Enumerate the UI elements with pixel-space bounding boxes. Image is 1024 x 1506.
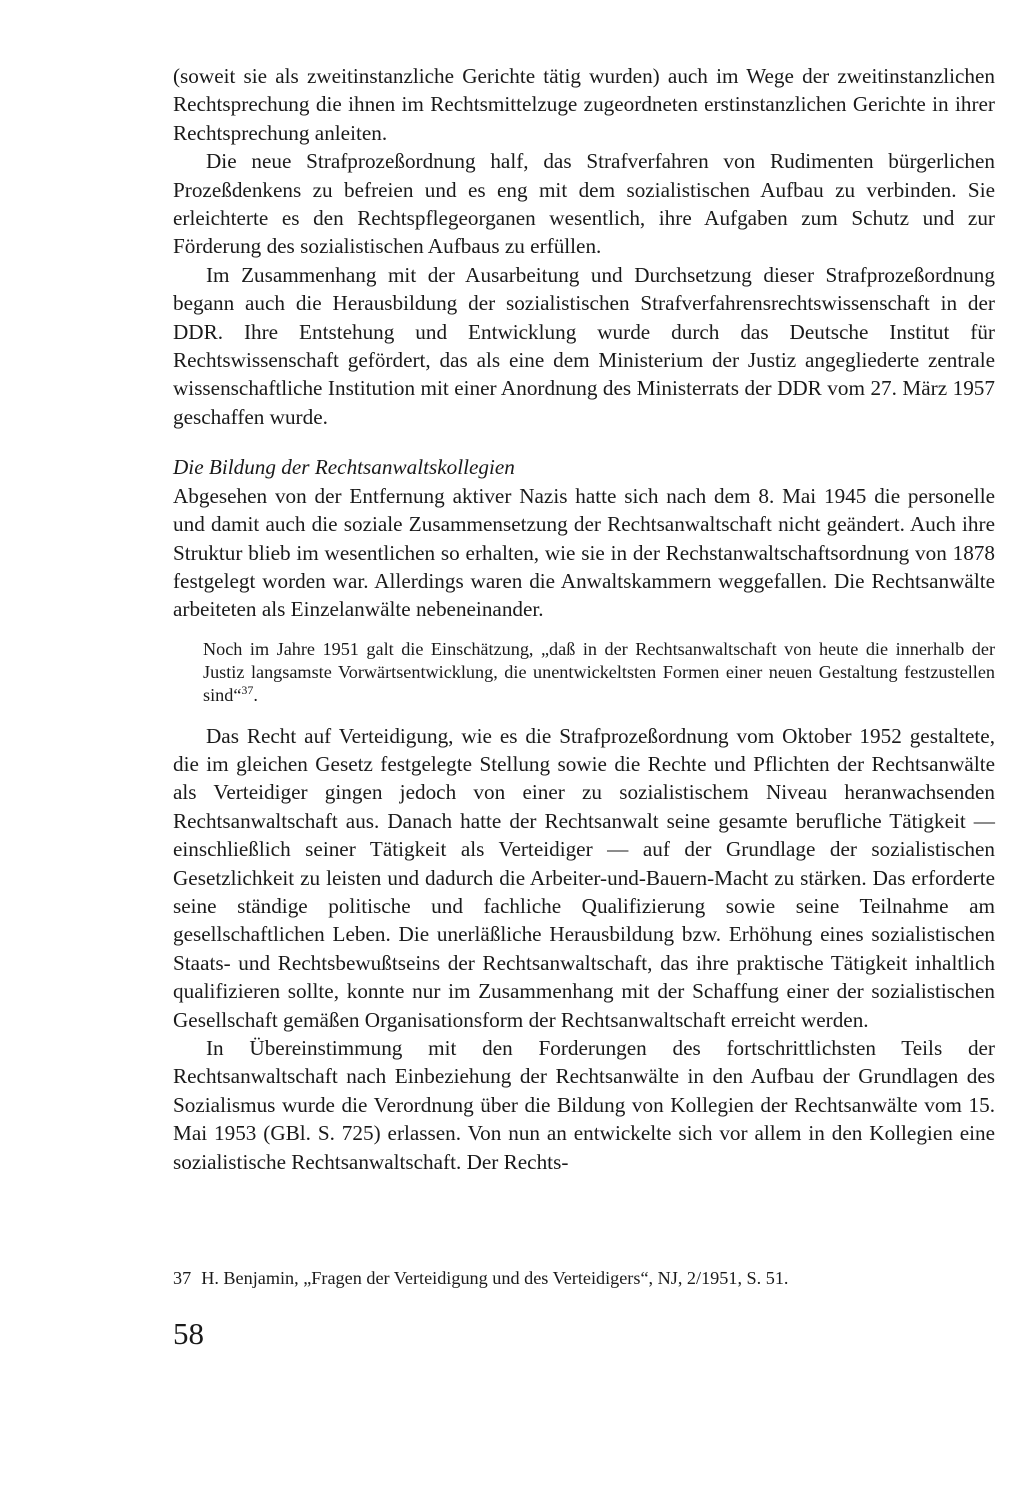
paragraph-rechtswissenschaft: Im Zusammenhang mit der Ausarbeitung und Durchsetzung dieser Strafprozeßordnung begann auch die Herausbildung der sozialistischen Strafverfahrensrechtswissenschaft in der DDR. Ihre Entstehung und Entwicklung wurde durch das Deutsche Institut für Rechtswissenschaft gefördert, das als eine dem Ministerium der Justiz angegliederte zentrale wissenschaftliche Institution mit einer Anordnung des Ministerrats der DDR vom 27. März 1957 geschaffen wurde. [173,262,995,429]
paragraph-continuation: (soweit sie als zweitinstanzliche Gerichte tätig wurden) auch im Wege der zweitinstanzlichen Rechtsprechung die ihnen im Rechtsmittelzuge zugeordneten erstinstanzlichen Gerichte in ihrer Rechtsprechung anleiten. [173,64,995,145]
spacer [173,708,995,722]
paragraph-rechtsanwaltschaft: Abgesehen von der Entfernung aktiver Nazis hatte sich nach dem 8. Mai 1945 die personelle und damit auch die soziale Zusammensetzung der Rechtsanwaltschaft nicht geändert. Auch ihre Struktur blieb im wesentlichen so erhalten, wie sie in der Rechstanwaltschaftsordnung von 1878 festgelegt worden war. Allerdings waren die Anwaltskammern weggefallen. Die Rechtsanwälte arbeiteten als Einzelanwälte nebeneinander. [173,483,995,622]
block-quote [203,638,995,708]
paragraph-recht-auf-verteidigung: Das Recht auf Verteidigung, wie es die Strafprozeßordnung vom Oktober 1952 gestaltete, die im gleichen Gesetz festgelegte Stellung sowie die Rechte und Pflichten der Rechtsanwälte als Verteidiger gingen jedoch von einer zu sozialistischem Niveau heranwachsenden Rechtsanwaltschaft aus. Danach hatte der Rechtsanwalt seine gesamte berufliche Tätigkeit — einschließlich seiner Tätigkeit als Verteidiger — auf der Grundlage der sozialistischen Gesetzlichkeit zu leisten und dadurch die Arbeiter-und-Bauern-Macht zu stärken. Das erforderte seine ständige politische und fachliche Qualifizierung sowie seine Teilnahme am gesellschaftlichen Leben. Die unerläßliche Herausbildung bzw. Erhöhung eines sozialistischen Staats- und Rechtsbewußtseins der Rechtsanwaltschaft, das ihre praktische Tätigkeit inhaltlich qualifizieren sollte, konnte nur im Zusammenhang mit der Schaffung einer der sozialistischen Gesellschaft gemäßen Organisationsform der Rechtsanwaltschaft erreicht werden. [173,723,995,1032]
footnote-number: 37 [173,1268,192,1288]
paragraph-kollegien: In Übereinstimmung mit den Forderungen des fortschrittlichsten Teils der Rechtsanwaltschaft nach Einbeziehung der Rechtsanwälte in den Aufbau der Grundlagen des Sozialismus wurde die Verordnung über die Bildung von Kollegien der Rechtsanwälte vom 15. Mai 1953 (GBl. S. 725) erlassen. Von nun an entwickelte sich vor allem in den Kollegien eine sozialistische Rechtsanwaltschaft. Der Rechts- [173,1036,995,1174]
quote-end: . [253,685,258,706]
footnote-text: H. Benjamin, „Fragen der Verteidigung und des Verteidigers“, NJ, 2/1951, S. 51. [201,1268,789,1288]
page-body [173,62,995,1176]
paragraph-strafprozessordnung: Die neue Strafprozeßordnung half, das Strafverfahren von Rudimenten bürgerlichen Prozeßdenkens zu befreien und es eng mit dem sozialistischen Aufbau zu verbinden. Sie erleichterte es den Rechtspflegeorganen wesentlich, ihre Aufgaben zum Schutz und zur Förderung des sozialistischen Aufbaus zu erfüllen. [173,149,995,259]
footnote [173,1266,995,1290]
spacer [173,431,995,453]
spacer [173,624,995,638]
footnote-reference: 37 [241,683,254,698]
page-number: 58 [173,1316,204,1351]
quote-text: Noch im Jahre 1951 galt die Einschätzung, „daß in der Rechtsanwaltschaft von heute die innerhalb der Justiz langsamste Vorwärtsentwicklung, die unentwickeltsten Formen einer neuen Gestaltung festzustellen sind“ [203,638,995,706]
section-heading: Die Bildung der Rechtsanwaltskollegien [173,455,515,480]
